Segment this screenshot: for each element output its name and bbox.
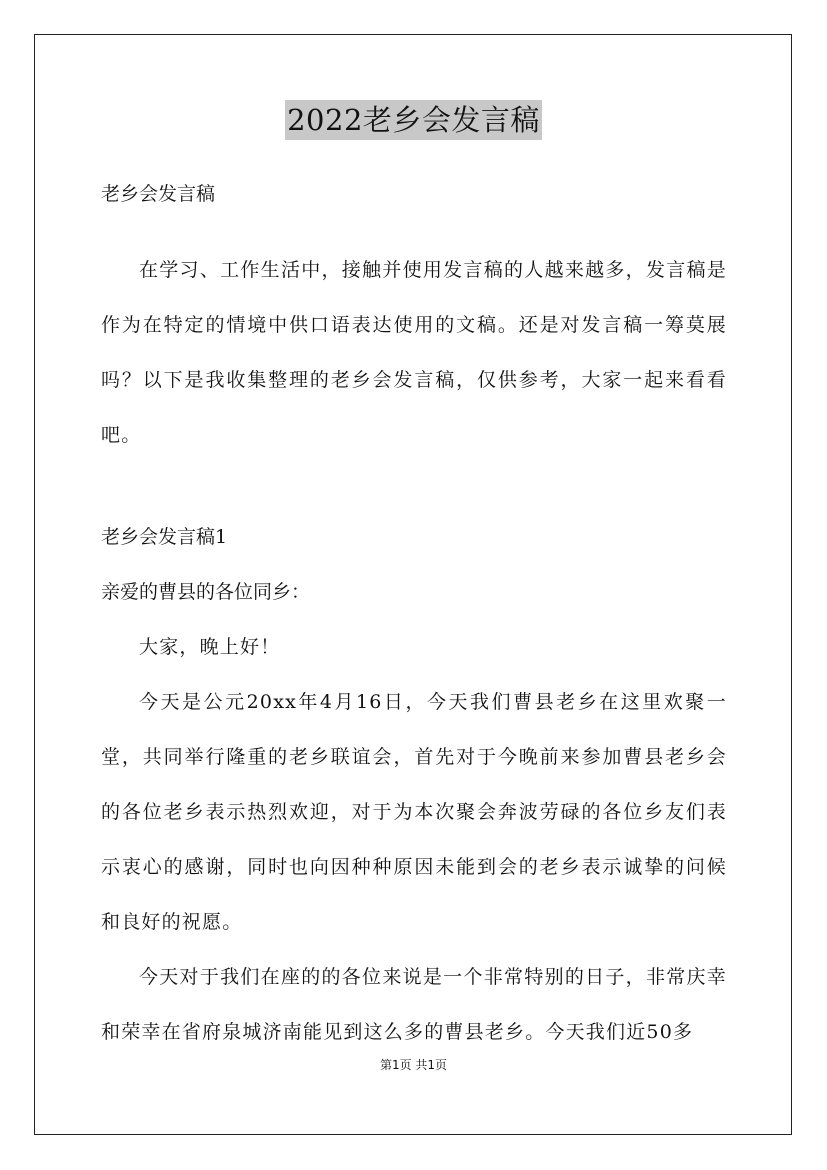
speech-paragraph-2: 今天对于我们在座的的各位来说是一个非常特别的日子，非常庆幸和荣幸在省府泉城济南能见到这么多的曹县老乡。今天我们近50多 xyxy=(101,966,727,1043)
title-container xyxy=(0,100,827,140)
speech-paragraph-1: 今天是公元20xx年4月16日，今天我们曹县老乡在这里欢聚一堂，共同举行隆重的老乡联谊会，首先对于今晚前来参加曹县老乡会的各位老乡表示热烈欢迎，对于为本次聚会奔波劳碌的各位乡友们表示衷心的感谢，同时也向因种种原因未能到会的老乡表示诚挚的问候和良好的祝愿。 xyxy=(101,691,727,933)
section-title: 老乡会发言稿1 xyxy=(101,526,228,548)
document-body xyxy=(101,172,727,1060)
document-title: 2022老乡会发言稿 xyxy=(285,100,542,140)
salutation: 亲爱的曹县的各位同乡： xyxy=(101,581,311,603)
section-spacer xyxy=(101,463,727,510)
document-heading: 老乡会发言稿 xyxy=(101,183,216,205)
page-footer: 第1页 共1页 xyxy=(379,1058,448,1072)
intro-paragraph: 在学习、工作生活中，接触并使用发言稿的人越来越多，发言稿是作为在特定的情境中供口语表达使用的文稿。还是对发言稿一筹莫展吗？以下是我收集整理的老乡会发言稿，仅供参考，大家一起来看看吧。 xyxy=(101,259,727,446)
greeting: 大家，晚上好！ xyxy=(139,636,281,658)
